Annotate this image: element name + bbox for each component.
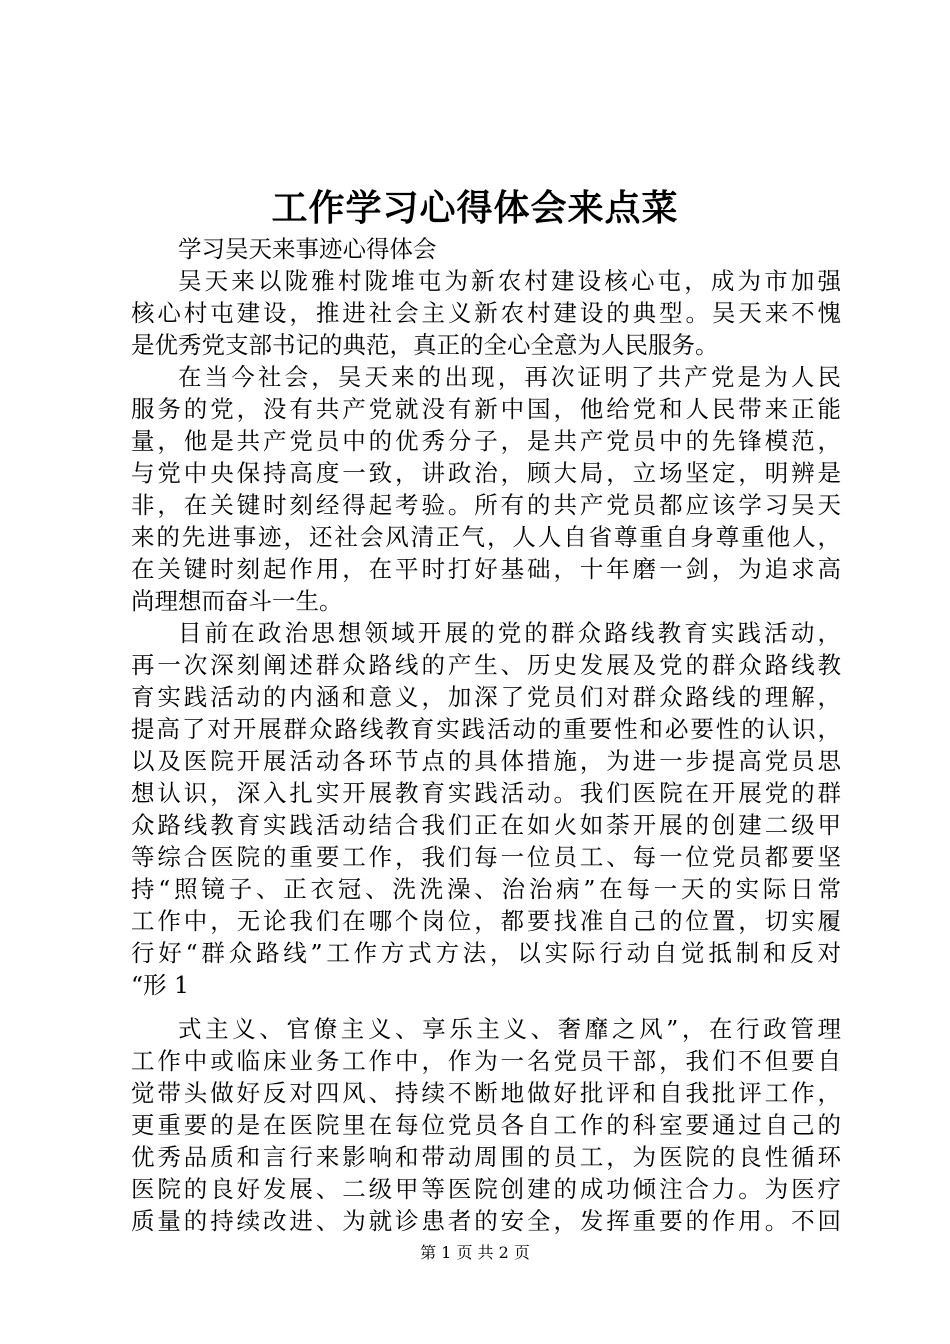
body-line: 医院的良好发展、二级甲等医院创建的成功倾注合力。为医疗 — [131, 1175, 841, 1203]
body-line: 式主义、官僚主义、享乐主义、奢靡之风”，在行政管理 — [178, 1015, 841, 1043]
body-line: 想认识，深入扎实开展教育实践活动。我们医院在开展党的群 — [131, 779, 841, 807]
body-line: 来的先进事迹，还社会风清正气，人人自省尊重自身尊重他人， — [131, 523, 841, 551]
body-line: 非，在关键时刻经得起考验。所有的共产党员都应该学习吴天 — [131, 491, 841, 519]
body-line: 以及医院开展活动各环节点的具体措施，为进一步提高党员思 — [131, 747, 841, 775]
body-line: 在关键时刻起作用，在平时打好基础，十年磨一剑，为追求高 — [131, 555, 841, 583]
body-line: 更重要的是在医院里在每位党员各自工作的科室要通过自己的 — [131, 1111, 841, 1139]
body-line: 吴天来以陇雅村陇堆屯为新农村建设核心屯，成为市加强 — [178, 267, 841, 295]
body-line: 量，他是共产党员中的优秀分子，是共产党员中的先锋模范， — [131, 427, 841, 455]
body-line: 学习吴天来事迹心得体会 — [178, 235, 437, 263]
body-line: 在当今社会，吴天来的出现，再次证明了共产党是为人民 — [178, 363, 841, 391]
body-line: 工作中，无论我们在哪个岗位，都要找准自己的位置，切实履 — [131, 907, 841, 935]
body-line: 育实践活动的内涵和意义，加深了党员们对群众路线的理解， — [131, 683, 841, 711]
body-line: 众路线教育实践活动结合我们正在如火如荼开展的创建二级甲 — [131, 811, 841, 839]
page-break-gap — [131, 1001, 841, 1013]
body-line: “形 1 — [131, 971, 189, 999]
body-line: 觉带头做好反对四风、持续不断地做好批评和自我批评工作， — [131, 1079, 841, 1107]
body-line: 尚理想而奋斗一生。 — [131, 587, 343, 615]
document-body — [131, 233, 841, 1237]
body-line: 行好“群众路线”工作方式方法，以实际行动自觉抵制和反对 — [131, 939, 841, 967]
body-line: 提高了对开展群众路线教育实践活动的重要性和必要性的认识， — [131, 715, 841, 743]
body-line: 与党中央保持高度一致，讲政治，顾大局，立场坚定，明辨是 — [131, 459, 841, 487]
body-line: 持“照镜子、正衣冠、洗洗澡、治治病”在每一天的实际日常 — [131, 875, 841, 903]
body-line: 质量的持续改进、为就诊患者的安全，发挥重要的作用。不回 — [131, 1207, 841, 1235]
page-footer: 第 1 页 共 2 页 — [420, 1243, 530, 1262]
document-title: 工作学习心得体会来点菜 — [271, 187, 679, 229]
body-line: 服务的党，没有共产党就没有新中国，他给党和人民带来正能 — [131, 395, 841, 423]
body-line: 优秀品质和言行来影响和带动周围的员工，为医院的良性循环 — [131, 1143, 841, 1171]
body-line: 核心村屯建设，推进社会主义新农村建设的典型。吴天来不愧 — [131, 299, 841, 327]
body-line: 是优秀党支部书记的典范，真正的全心全意为人民服务。 — [131, 331, 719, 359]
body-line: 等综合医院的重要工作，我们每一位员工、每一位党员都要坚 — [131, 843, 841, 871]
body-line: 再一次深刻阐述群众路线的产生、历史发展及党的群众路线教 — [131, 651, 841, 679]
body-line: 工作中或临床业务工作中，作为一名党员干部，我们不但要自 — [131, 1047, 841, 1075]
body-line: 目前在政治思想领域开展的党的群众路线教育实践活动， — [178, 619, 841, 647]
